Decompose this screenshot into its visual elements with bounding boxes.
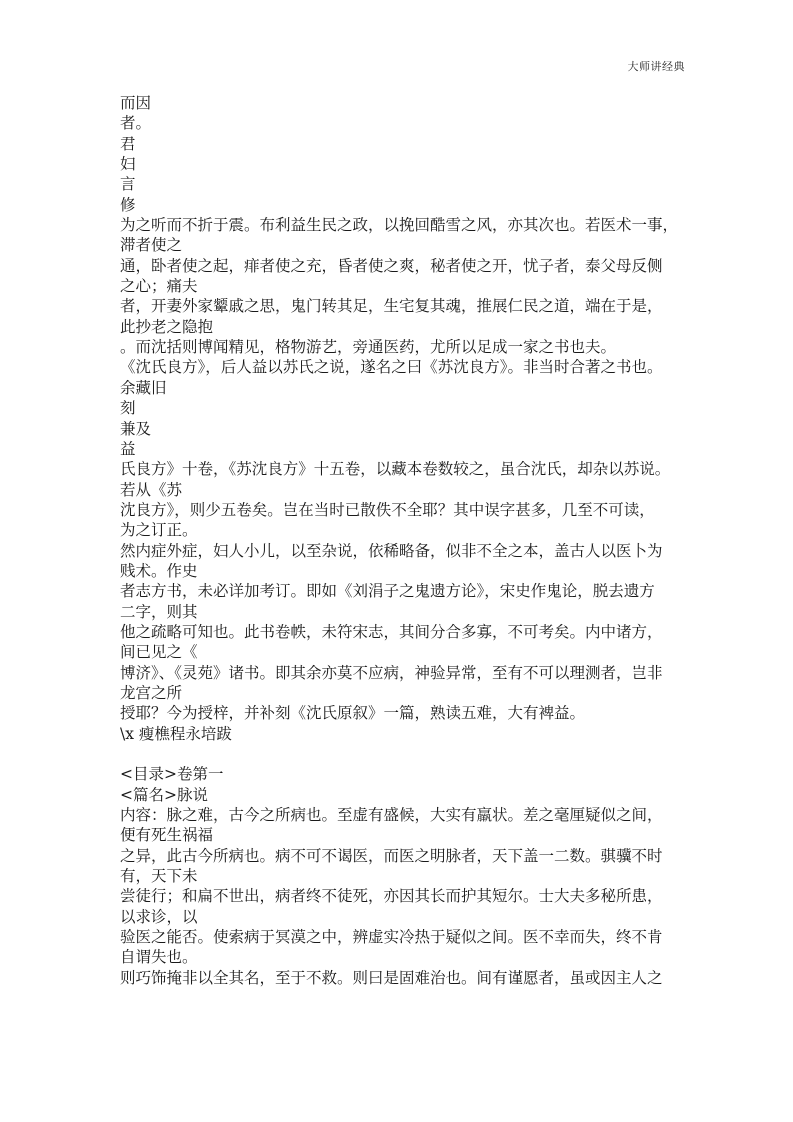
- text-line: 妇: [120, 155, 136, 174]
- text-line: 兼及: [120, 419, 152, 438]
- text-line: 他之疏略可知也。此书卷帙，未符宋志，其间分合多寡，不可考矣。内中诸方，: [120, 622, 663, 641]
- text-line: 授耶？今为授梓，并补刻《沈氏原叙》一篇，熟读五难，大有裨益。: [120, 704, 586, 723]
- text-line: 二字，则其: [120, 602, 198, 621]
- text-line: 君: [120, 134, 136, 153]
- text-line: 之异，此古今所病也。病不可不谒医，而医之明脉者，天下盖一二数。骐骥不时: [120, 846, 663, 865]
- section-title: <篇名>脉说: [120, 785, 208, 804]
- text-line: 言: [120, 175, 136, 194]
- text-line: 间已见之《: [120, 643, 198, 662]
- text-line: 者志方书，未必详加考订。即如《刘涓子之鬼遗方论》，宋史作鬼论，脱去遗方: [120, 582, 655, 601]
- text-line: 以求诊，以: [120, 907, 198, 926]
- toc-heading: <目录>卷第一: [120, 765, 224, 784]
- text-line: 便有死生祸福: [120, 826, 214, 845]
- text-line: 贱术。作史: [120, 561, 198, 580]
- text-line: 刻: [120, 399, 136, 418]
- text-line: 之心；痛夫: [120, 277, 198, 296]
- text-line: 沈良方》，则少五卷矣。岂在当时已散佚不全耶？其中误字甚多，几至不可读，: [120, 500, 655, 519]
- text-line: 氏良方》十卷，《苏沈良方》十五卷，以藏本卷数较之，虽合沈氏，却杂以苏说。: [120, 460, 671, 479]
- text-line: 余藏旧: [120, 378, 167, 397]
- text-line: 。而沈括则博闻精见，格物游艺，旁通医药，尤所以足成一家之书也夫。: [120, 338, 617, 357]
- text-line: 《沈氏良方》，后人益以苏氏之说，遂名之曰《苏沈良方》。非当时合著之书也。: [120, 358, 663, 377]
- text-line: 通，卧者使之起，痱者使之充，昏者使之爽，秘者使之开，忧子者，泰父母反侧: [120, 256, 663, 275]
- text-line: 滞者使之: [120, 236, 183, 255]
- text-line: 尝徒行；和扁不世出，病者终不徒死，亦因其长而护其短尔。士大夫多秘所患，: [120, 887, 663, 906]
- text-line: 有，天下未: [120, 867, 198, 886]
- text-line: 者。: [120, 114, 152, 133]
- text-line: 为之听而不折于震。布利益生民之政，以挽回酷雪之风，亦其次也。若医术一事，: [120, 216, 679, 235]
- text-line: 而因: [120, 94, 152, 112]
- text-line: 为之订正。: [120, 521, 198, 540]
- text-line: 内容：脉之难，古今之所病也。至虚有盛候，大实有羸状。差之毫厘疑似之间，: [120, 806, 663, 825]
- text-line: 博济》、《灵苑》诸书。即其余亦莫不应病，神验异常，至有不可以理测者，岂非: [120, 663, 663, 682]
- text-line: 则巧饰掩非以全其名，至于不救。则曰是固难治也。间有谨愿者，虽或因主人之: [120, 968, 663, 987]
- text-line: 然内症外症，妇人小儿，以至杂说，依稀略备，似非不全之本，盖古人以医卜为: [120, 541, 663, 560]
- blank-line: [120, 744, 686, 764]
- text-line: 验医之能否。使索病于冥漠之中，辨虚实冷热于疑似之间。医不幸而失，终不肯: [120, 928, 663, 947]
- document-body: [120, 93, 686, 988]
- text-line: 若从《苏: [120, 480, 183, 499]
- text-line: 者，开妻外家颦戚之思，鬼门转其足，生宅复其魂，推展仁民之道，端在于是，: [120, 297, 663, 316]
- signature-line: \x 瘦樵程永培跋: [120, 724, 232, 743]
- text-line: 修: [120, 195, 136, 214]
- text-line: 益: [120, 439, 136, 458]
- page-header: 大师讲经典: [627, 60, 685, 73]
- text-line: 此抄老之隐抱: [120, 317, 214, 336]
- text-line: 自谓失也。: [120, 948, 198, 967]
- text-line: 龙宫之所: [120, 683, 183, 702]
